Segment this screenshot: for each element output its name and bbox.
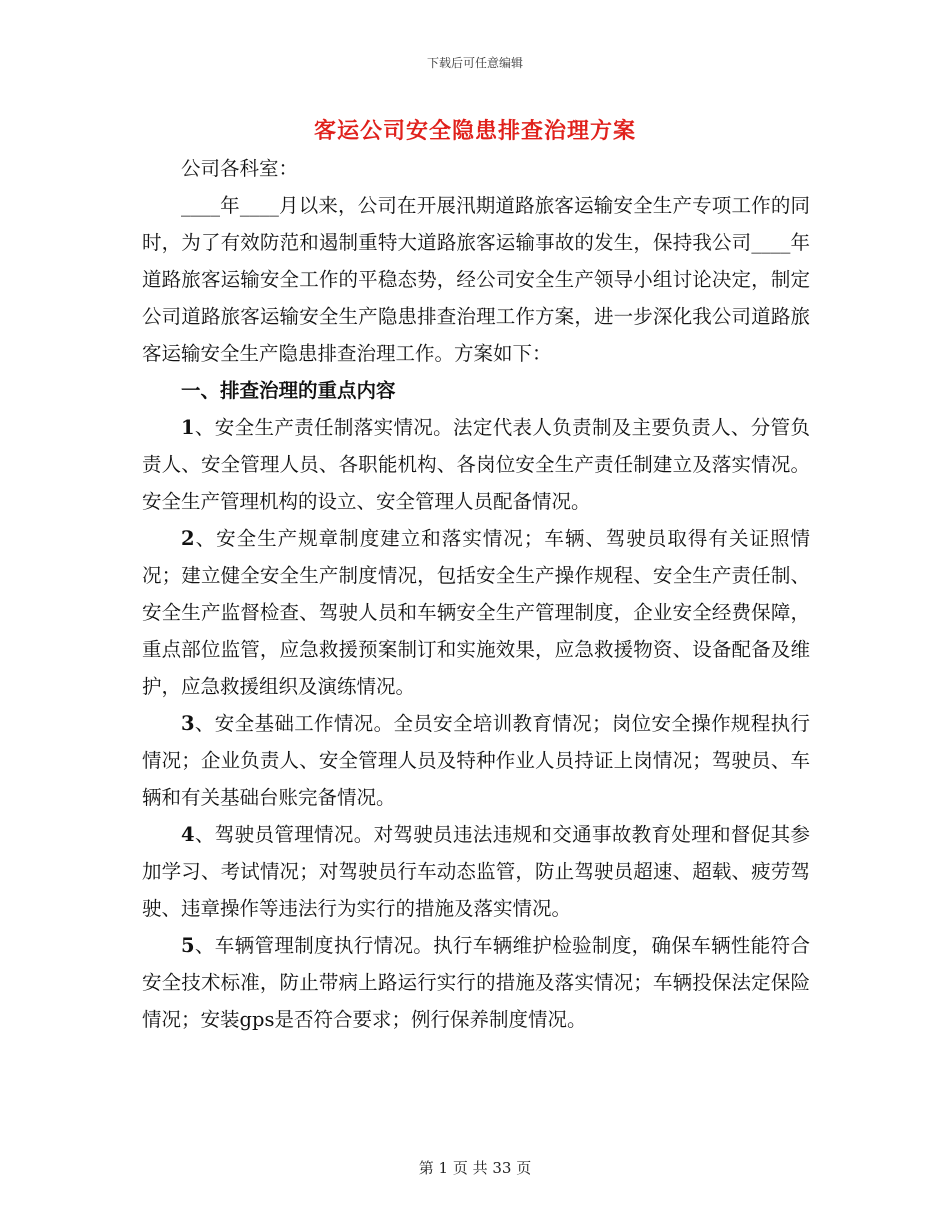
item-number: 5 — [181, 934, 195, 957]
list-item — [142, 816, 810, 927]
list-item — [142, 705, 810, 816]
salutation: 公司各科室： — [181, 157, 299, 180]
item-number: 4 — [181, 823, 195, 846]
list-item — [142, 520, 810, 705]
item-number: 3 — [181, 712, 195, 735]
page-header-note: 下载后可任意编辑 — [426, 56, 523, 70]
document-title: 客运公司安全隐患排查治理方案 — [313, 118, 636, 144]
section-heading: 一、排查治理的重点内容 — [181, 379, 396, 402]
item-text: 、车辆管理制度执行情况。执行车辆维护检验制度，确保车辆性能符合安全技术标准，防止带病上路运行实行的措施及落实情况；车辆投保法定保险情况；安装gps是否符合要求；例行保养制度情况。 — [142, 934, 810, 1031]
document-body — [142, 150, 810, 1038]
item-text: 、安全生产规章制度建立和落实情况；车辆、驾驶员取得有关证照情况；建立健全安全生产制度情况，包括安全生产操作规程、安全生产责任制、安全生产监督检查、驾驶人员和车辆安全生产管理制度，企业安全经费保障，重点部位监管，应急救援预案制订和实施效果，应急救援物资、设备配备及维护，应急救援组织及演练情况。 — [142, 527, 810, 698]
item-number: 1 — [181, 416, 195, 439]
page-number-footer: 第 1 页 共 33 页 — [418, 1159, 532, 1177]
item-text: 、安全生产责任制落实情况。法定代表人负责制及主要负责人、分管负责人、安全管理人员、各职能机构、各岗位安全生产责任制建立及落实情况。安全生产管理机构的设立、安全管理人员配备情况。 — [142, 416, 810, 513]
item-number: 2 — [181, 527, 195, 550]
list-item — [142, 927, 810, 1038]
list-item — [142, 409, 810, 520]
item-text: 、驾驶员管理情况。对驾驶员违法违规和交通事故教育处理和督促其参加学习、考试情况；对驾驶员行车动态监管，防止驾驶员超速、超载、疲劳驾驶、违章操作等违法行为实行的措施及落实情况。 — [142, 823, 810, 920]
item-text: 、安全基础工作情况。全员安全培训教育情况；岗位安全操作规程执行情况；企业负责人、安全管理人员及特种作业人员持证上岗情况；驾驶员、车辆和有关基础台账完备情况。 — [142, 712, 810, 809]
intro-paragraph: ____年____月以来，公司在开展汛期道路旅客运输安全生产专项工作的同时，为了有效防范和遏制重特大道路旅客运输事故的发生，保持我公司____年道路旅客运输安全工作的平稳态势，经公司安全生产领导小组讨论决定，制定公司道路旅客运输安全生产隐患排查治理工作方案，进一步深化我公司道路旅客运输安全生产隐患排查治理工作。方案如下： — [142, 194, 810, 365]
